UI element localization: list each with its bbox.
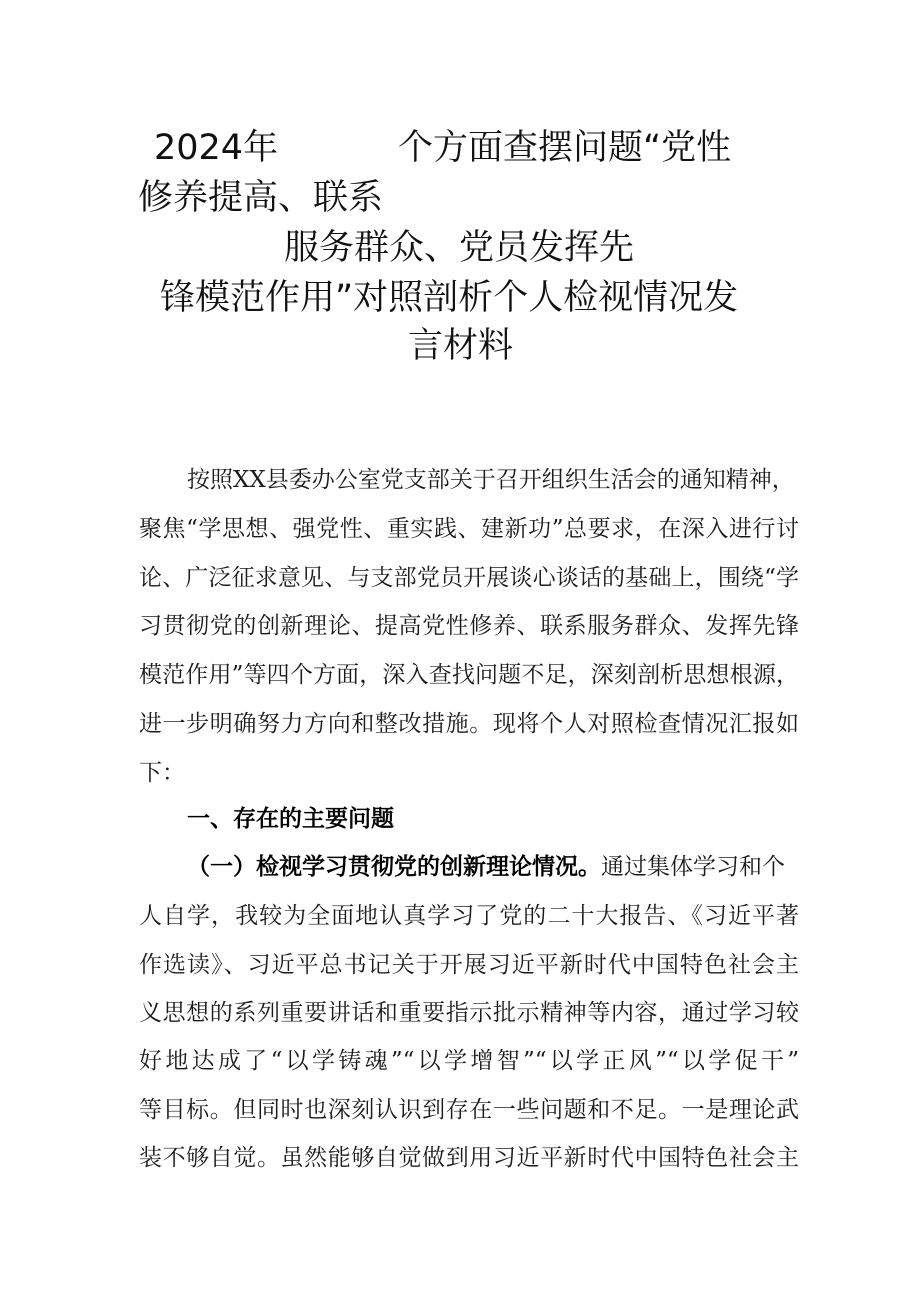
title-line-1-year: 2024年 (154, 128, 279, 168)
body-line-6: 装不够自觉。虽然能够自觉做到用习近平新时代中国特色社会主 (139, 1145, 799, 1171)
body-line-3: 义思想的系列重要讲话和重要指示批示精神等内容，通过学习较 (139, 1000, 799, 1026)
title-line-1-rest: 个方面查摆问题“党性 (398, 128, 732, 168)
section-heading: 一、存在的主要问题 (187, 805, 394, 832)
intro-line-6: 进一步明确努力方向和整改措施。现将个人对照检查情况汇报如 (139, 711, 799, 737)
intro-line-4: 习贯彻党的创新理论、提高党性修养、联系服务群众、发挥先锋 (139, 613, 799, 639)
title-line-2: 修养提高、联系 (138, 178, 384, 218)
title-line-5: 言材料 (408, 326, 514, 366)
subsection-1-heading: （一）检视学习贯彻党的创新理论情况。 (187, 853, 601, 880)
title-line-4: 锋模范作用”对照剖析个人检视情况发 (160, 278, 739, 318)
body-line-4: 好地达成了“以学铸魂”“以学增智”“以学正风”“以学促干” (139, 1048, 799, 1074)
title-line-3: 服务群众、党员发挥先 (284, 228, 635, 268)
intro-line-5: 模范作用”等四个方面，深入查找问题不足，深刻剖析思想根源， (139, 662, 799, 688)
body-line-2: 作选读》、习近平总书记关于开展习近平新时代中国特色社会主 (139, 952, 799, 978)
intro-line-3: 论、广泛征求意见、与支部党员开展谈心谈话的基础上，围绕“学 (139, 565, 799, 591)
intro-line-2: 聚焦“学思想、强党性、重实践、建新功”总要求，在深入进行讨 (139, 516, 799, 542)
body-line-5: 等目标。但同时也深刻认识到存在一些问题和不足。一是理论武 (139, 1097, 799, 1123)
subsection-1-lead: 通过集体学习和个 (601, 854, 785, 880)
subsection-1-first-line (187, 852, 799, 882)
body-line-1: 人自学，我较为全面地认真学习了党的二十大报告、《习近平著 (139, 903, 799, 929)
intro-line-7: 下： (139, 760, 185, 786)
intro-line-1: 按照XX县委办公室党支部关于召开组织生活会的通知精神， (187, 467, 795, 493)
